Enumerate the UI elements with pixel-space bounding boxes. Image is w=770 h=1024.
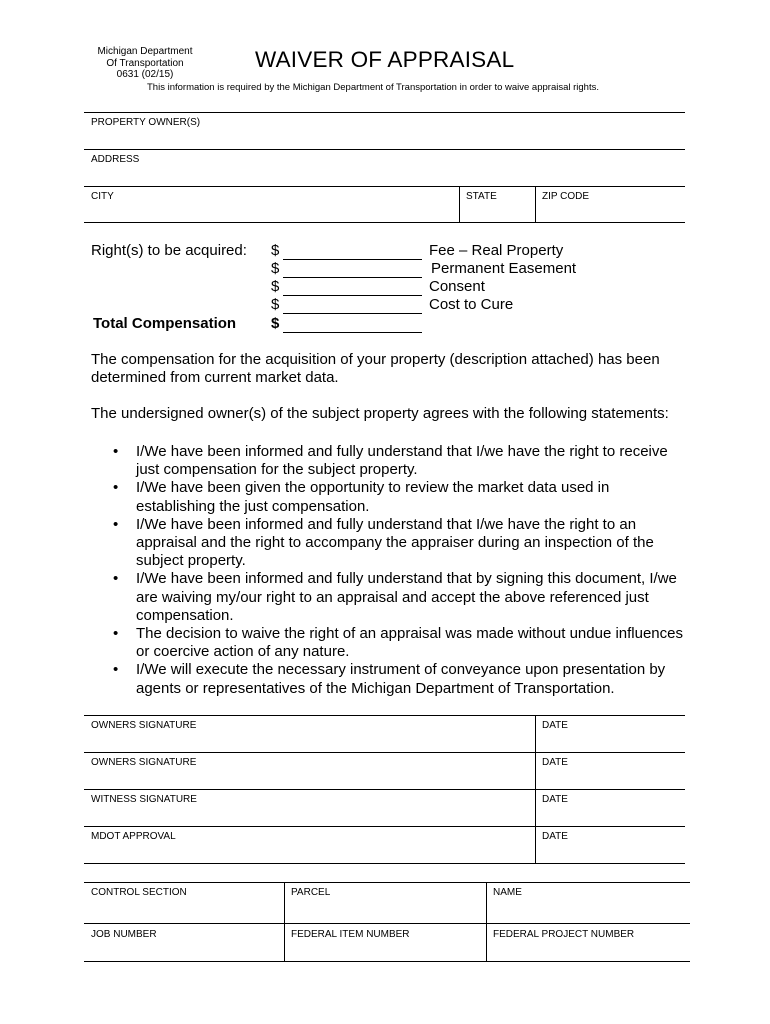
consent-amount-field[interactable] [283,295,422,296]
cost-to-cure-label: Cost to Cure [429,296,514,313]
statements-intro: The undersigned owner(s) of the subject property agrees with the following statements: [91,405,669,422]
divider [84,826,685,827]
consent-label: Consent [429,278,485,295]
owner-signature-field-2[interactable]: OWNERS SIGNATURE [91,757,197,768]
zip-code-label: ZIP CODE [542,191,590,202]
divider [84,186,685,187]
divider [84,789,685,790]
divider [84,112,685,113]
owner-signature-date-1[interactable]: DATE [542,720,568,731]
bullet-icon: • [113,515,119,533]
divider [84,923,690,924]
total-compensation-label: Total Compensation [93,315,237,332]
job-number-field[interactable]: JOB NUMBER [91,929,157,940]
property-owners-label: PROPERTY OWNER(S) [91,117,201,128]
address-label: ADDRESS [91,154,140,165]
divider [84,715,685,716]
list-item [91,443,691,479]
fee-real-property-label: Fee – Real Property [429,242,564,259]
list-item [91,516,691,571]
bullet-icon: • [113,570,119,588]
statement-text: I/We have been given the opportunity to review the market data used in establishing the just compensation. [136,479,610,515]
divider [84,961,690,962]
parcel-field[interactable]: PARCEL [291,887,331,898]
divider [84,882,690,883]
owner-signature-field-1[interactable]: OWNERS SIGNATURE [91,720,197,731]
currency-symbol: $ [271,278,280,295]
currency-symbol: $ [271,315,280,332]
divider [486,882,487,961]
witness-signature-date[interactable]: DATE [542,794,568,805]
mdot-approval-field[interactable]: MDOT APPROVAL [91,831,176,842]
federal-project-number-field[interactable]: FEDERAL PROJECT NUMBER [493,929,635,940]
list-item [91,661,691,697]
statement-text: The decision to waive the right of an appraisal was made without undue influences or coercive action of any nature. [136,625,683,661]
divider [84,222,685,223]
list-item [91,479,691,515]
state-label: STATE [466,191,497,202]
bullet-icon: • [113,625,119,643]
currency-symbol: $ [271,242,280,259]
agency-block [86,46,204,81]
witness-signature-field[interactable]: WITNESS SIGNATURE [91,794,197,805]
city-label: CITY [91,191,114,202]
statement-text: I/We will execute the necessary instrument of conveyance upon presentation by agents or representatives of the Michigan Department of Transportation. [136,661,666,697]
statement-text: I/We have been informed and fully understand that by signing this document, I/we are waiving my/our right to an appraisal and accept the above referenced just compensation. [136,570,677,624]
permanent-easement-amount-field[interactable] [283,277,422,278]
divider [284,882,285,961]
owner-signature-date-2[interactable]: DATE [542,757,568,768]
cost-to-cure-amount-field[interactable] [283,313,422,314]
divider [459,186,460,222]
mdot-approval-date[interactable]: DATE [542,831,568,842]
page-title: WAIVER OF APPRAISAL [255,47,515,72]
federal-item-number-field[interactable]: FEDERAL ITEM NUMBER [291,929,410,940]
rights-to-be-acquired-label: Right(s) to be acquired: [91,242,247,259]
divider [84,863,685,864]
list-item [91,625,691,661]
currency-symbol: $ [271,296,280,313]
bullet-icon: • [113,661,119,679]
list-item [91,570,691,625]
statements-list [91,443,691,698]
fee-amount-field[interactable] [283,259,422,260]
bullet-icon: • [113,479,119,497]
page-subtitle: This information is required by the Michigan Department of Transportation in order to waive appraisal rights. [147,82,599,93]
agency-name-line1: Michigan Department [97,46,193,57]
statement-text: I/We have been informed and fully understand that I/we have the right to receive just compensation for the subject property. [136,443,668,479]
statement-text: I/We have been informed and fully understand that I/we have the right to an appraisal and the right to accompany the appraiser during an inspection of the subject property. [136,515,654,570]
divider [84,752,685,753]
divider [535,186,536,222]
name-field[interactable]: NAME [493,887,522,898]
currency-symbol: $ [271,260,280,277]
agency-name-line2: Of Transportation [106,57,184,69]
permanent-easement-label: Permanent Easement [431,260,577,277]
total-compensation-field[interactable] [283,332,422,333]
form-number: 0631 (02/15) [116,69,174,80]
control-section-field[interactable]: CONTROL SECTION [91,887,187,898]
compensation-paragraph: The compensation for the acquisition of your property (description attached) has been determined from current market data. [91,351,660,387]
bullet-icon: • [113,443,119,460]
divider [84,149,685,150]
